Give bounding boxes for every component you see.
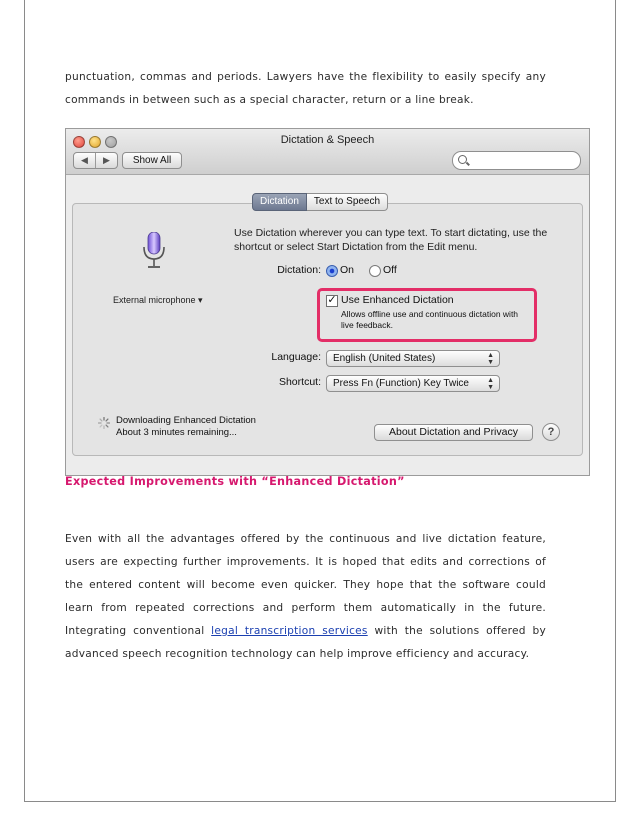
download-status-line1: Downloading Enhanced Dictation — [116, 415, 256, 426]
improvements-paragraph — [65, 528, 546, 666]
help-icon[interactable]: ? — [542, 423, 560, 441]
select-arrows-icon: ▲ ▼ — [487, 352, 494, 366]
forward-arrow-icon[interactable]: ▶ — [103, 155, 110, 165]
window-titlebar — [66, 129, 589, 175]
back-arrow-icon[interactable]: ◀ — [74, 153, 96, 168]
language-label: Language: — [271, 351, 321, 363]
dictation-description: Use Dictation wherever you can type text. To start dictating, use the shortcut or select Start Dictation from the Edit menu. — [234, 227, 548, 253]
search-field[interactable] — [452, 151, 581, 170]
download-status — [116, 415, 256, 439]
select-arrows-icon: ▲ ▼ — [487, 377, 494, 391]
enhanced-dictation-subtext: Allows offline use and continuous dictation with live feedback. — [341, 309, 519, 330]
nav-back-forward[interactable] — [73, 152, 118, 169]
about-dictation-button[interactable]: About Dictation and Privacy — [374, 424, 533, 441]
section-heading: Expected Improvements with “Enhanced Dictation” — [65, 475, 405, 488]
tab-dictation[interactable]: Dictation — [252, 193, 307, 211]
window-title: Dictation & Speech — [280, 134, 375, 146]
tab-bar — [252, 193, 388, 211]
intro-paragraph: punctuation, commas and periods. Lawyers have the flexibility to easily specify any commands in between such as a special character, return or a line break. — [65, 71, 546, 106]
download-status-line2: About 3 minutes remaining... — [116, 427, 237, 438]
shortcut-label: Shortcut: — [278, 376, 321, 388]
shortcut-value: Press Fn (Function) Key Twice — [333, 378, 469, 389]
language-select[interactable] — [326, 350, 500, 367]
tab-text-to-speech[interactable]: Text to Speech — [307, 193, 388, 211]
microphone-icon — [142, 232, 166, 270]
dictation-on-radio[interactable] — [326, 265, 338, 277]
search-icon — [458, 155, 467, 164]
shortcut-select[interactable] — [326, 375, 500, 392]
paragraph-text-after-link: with the solutions offered by advanced speech recognition technology can help improve efficiency and accuracy. — [65, 625, 546, 660]
dictation-label: Dictation: — [277, 264, 321, 276]
dictation-window-screenshot — [65, 128, 590, 476]
show-all-button[interactable]: Show All — [122, 152, 182, 169]
progress-spinner-icon — [98, 417, 110, 429]
language-value: English (United States) — [333, 353, 436, 364]
microphone-source-menu[interactable]: External microphone ▾ — [113, 295, 203, 305]
enhanced-dictation-label: Use Enhanced Dictation — [341, 294, 454, 306]
paragraph-text-before-link: Even with all the advantages offered by the continuous and live dictation feature, users are expecting further improvements. It is hoped that edits and corrections of the entered content will become even quicker. They hope that the software could learn from repeated corrections and perform them automatically in the future. Integrating conventional — [65, 533, 546, 637]
dictation-off-label: Off — [383, 264, 397, 276]
enhanced-dictation-checkbox[interactable]: ✓ — [327, 294, 337, 306]
dictation-off-radio[interactable] — [369, 265, 381, 277]
legal-transcription-link[interactable]: legal transcription services — [211, 625, 368, 637]
dictation-on-label: On — [340, 264, 355, 276]
